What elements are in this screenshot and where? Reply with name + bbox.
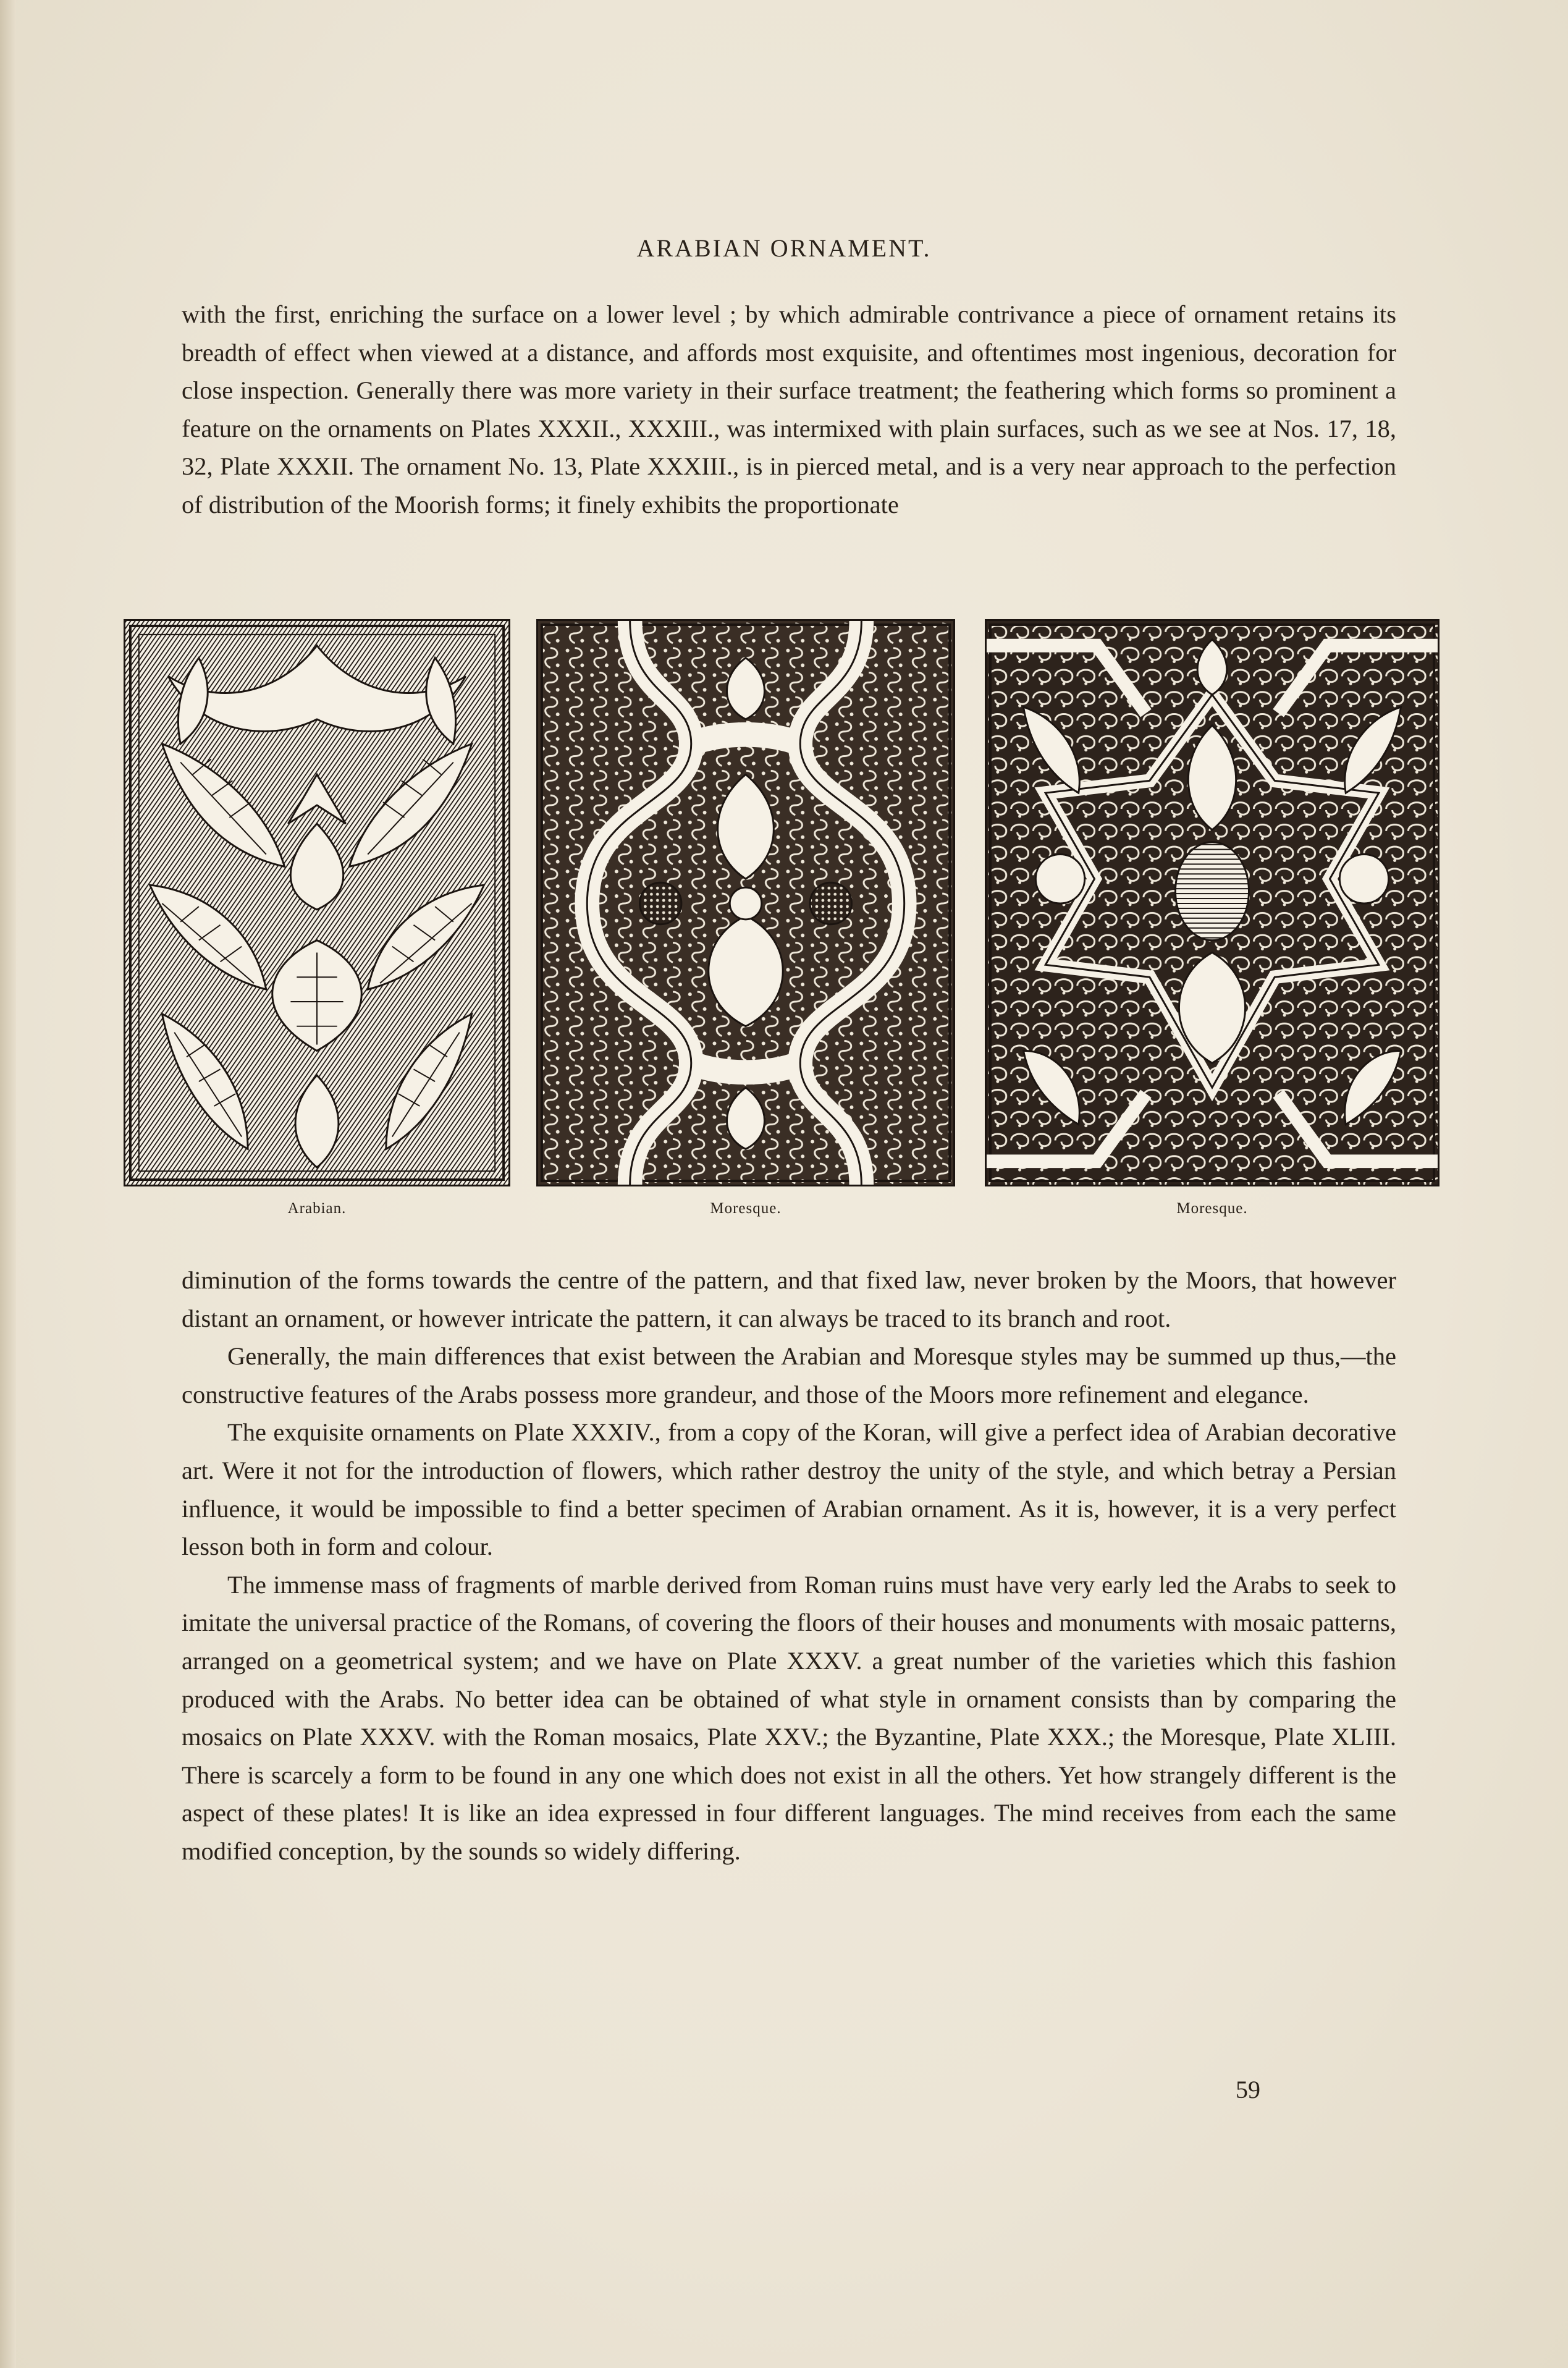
paragraph: with the first, enriching the surface on a lower level ; by which admirable contrivance a piece of ornament retains its breadth of effect when viewed at a distance, and affords most exquisite, and oftentimes most ingenious, decoration for close inspection. Generally there was more variety in their surface treatment; the feathering which forms so prominent a feature on the ornaments on Plates XXXII., XXXIII., was intermixed with plain surfaces, such as we see at Nos. 17, 18, 32, Plate XXXII. The ornament No. 13, Plate XXXIII., is in pierced metal, and is a very near approach to the perfection of distribution of the Moorish forms; it finely exhibits the proportionate: [182, 300, 1396, 518]
text-block-bottom: [182, 1261, 1396, 1871]
paragraph: diminution of the forms towards the centre of the pattern, and that fixed law, never broken by the Moors, that however distant an ornament, or however intricate the pattern, it can always be traced to its branch and root.: [182, 1266, 1396, 1332]
arabian-ornament-engraving-icon: [125, 621, 508, 1185]
paragraph: Generally, the main differences that exist between the Arabian and Moresque styles may be summed up thus,—the constructive features of the Arabs possess more grandeur, and those of the Moors more refinement and elegance.: [182, 1342, 1396, 1408]
text-block-top: [182, 295, 1396, 524]
figure-caption-moresque-2: Moresque.: [1176, 1200, 1248, 1217]
figure-caption-moresque: Moresque.: [710, 1200, 782, 1217]
paragraph: The exquisite ornaments on Plate XXXIV., from a copy of the Koran, will give a perfect idea of Arabian decorative art. Were it not for the introduction of flowers, which rather destroy the unity of the style, and which betray a Persian influence, it would be impossible to find a better specimen of Arabian ornament. As it is, however, it is a very perfect lesson both in form and colour.: [182, 1418, 1396, 1561]
moresque-interlace-engraving-icon: [538, 621, 953, 1185]
moresque-interlace-figure: [536, 619, 955, 1186]
page-number: 59: [1236, 2076, 1260, 2104]
paragraph: The immense mass of fragments of marble derived from Roman ruins must have very early led the Arabs to seek to imitate the universal practice of the Romans, of covering the floors of their houses and monuments with mosaic patterns, arranged on a geometrical system; and we have on Plate XXXV. a great number of the varieties which this fashion produced with the Arabs. No better idea can be obtained of what style in ornament consists than by comparing the mosaics on Plate XXXV. with the Roman mosaics, Plate XXV.; the Byzantine, Plate XXX.; the Moresque, Plate XLIII. There is scarcely a form to be found in any one which does not exist in all the others. Yet how strangely different is the aspect of these plates! It is like an idea expressed in four different languages. The mind receives from each the same modified conception, by the sounds so widely differing.: [182, 1570, 1396, 1865]
moresque-star-engraving-icon: [987, 621, 1438, 1185]
figure-caption-arabian: Arabian.: [287, 1200, 347, 1217]
arabian-ornament-figure: [124, 619, 510, 1186]
moresque-star-figure: [985, 619, 1439, 1186]
running-head: ARABIAN ORNAMENT.: [636, 234, 932, 262]
page-spine-shadow: [0, 0, 16, 2368]
